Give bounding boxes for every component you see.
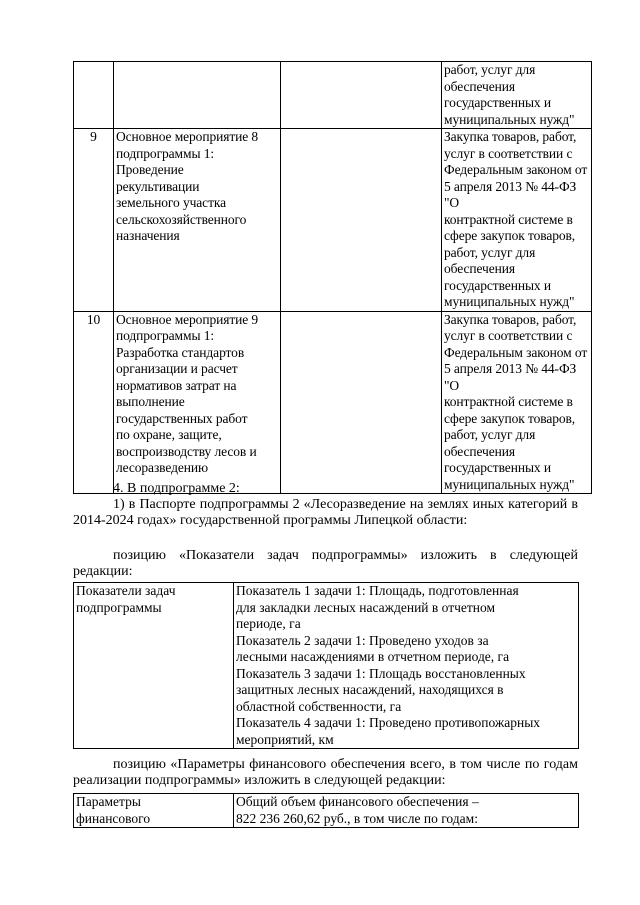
measures-table [73,61,592,494]
table-row [74,311,592,494]
legal-basis: работ, услуг для обеспечения государственных и муниципальных нужд" [442,62,592,129]
table-row [74,129,592,312]
row-number: 9 [74,129,114,312]
row-number [74,62,114,129]
table-row [74,62,592,129]
measure-name: Основное мероприятие 8 подпрограммы 1: Проведение рекультивации земельного участка сельскохозяйственного назначения [114,129,281,312]
financing-label: Параметры финансового [74,794,234,828]
empty-cell [281,62,442,129]
section-4-heading: 4. В подпрограмме 2: [113,481,240,496]
empty-cell [281,311,442,494]
financing-table [73,793,579,828]
indicators-label: Показатели задач подпрограммы [74,583,234,749]
table-row [74,794,579,828]
indicators-table [73,582,579,749]
measure-name [114,62,281,129]
passport-paragraph: 1) в Паспорте подпрограммы 2 «Лесоразведение на землях иных категорий в 2014-2024 годах» государственной программы Липецкой области: [73,497,578,528]
row-number: 10 [74,311,114,494]
indicators-value: Показатель 1 задачи 1: Площадь, подготовленная для закладки лесных насаждений в отчетном периоде, га Показатель 2 задачи 1: Проведено уходов за лесными насаждениями в отчетном периоде, га Показатель 3 задачи 1: Площадь восстановленных защитных лесных насаждений, находящихся в областной собственности, га Показатель 4 задачи 1: Проведено противопожарных мероприятий, км [234,583,579,749]
financing-position-paragraph: позицию «Параметры финансового обеспечения всего, в том числе по годам реализации подпрограммы» изложить в следующей редакции: [73,757,578,788]
table-row [74,583,579,749]
measure-name: Основное мероприятие 9 подпрограммы 1: Разработка стандартов организации и расчет нормативов затрат на выполнение государственных работ по охране, защите, воспроизводству лесов и лесоразведению [114,311,281,494]
legal-basis: Закупка товаров, работ, услуг в соответствии с Федеральным законом от 5 апреля 2013 № 44-ФЗ "О контрактной системе в сфере закупок товаров, работ, услуг для обеспечения государственных и муниципальных нужд" [442,311,592,494]
legal-basis: Закупка товаров, работ, услуг в соответствии с Федеральным законом от 5 апреля 2013 № 44-ФЗ "О контрактной системе в сфере закупок товаров, работ, услуг для обеспечения государственных и муниципальных нужд" [442,129,592,312]
financing-value: Общий объем финансового обеспечения – 822 236 260,62 руб., в том числе по годам: [234,794,579,828]
indicators-position-paragraph: позицию «Показатели задач подпрограммы» изложить в следующей редакции: [73,548,578,579]
empty-cell [281,129,442,312]
